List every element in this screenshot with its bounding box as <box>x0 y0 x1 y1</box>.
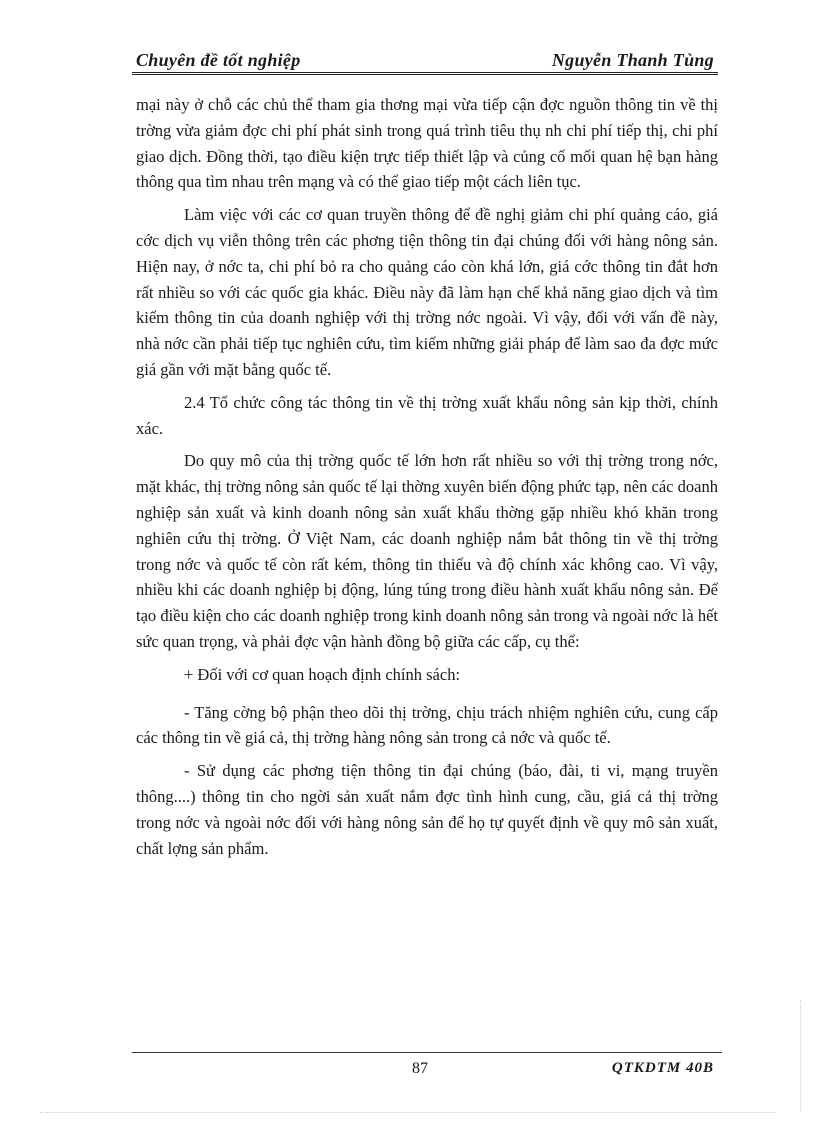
section-heading-2-4: 2.4 Tổ chức công tác thông tin về thị trờng xuất khẩu nông sản kịp thời, chính xác. <box>136 392 718 438</box>
document-body <box>136 92 718 868</box>
list-item-use-mass-media: - Sử dụng các phơng tiện thông tin đại chúng (báo, đài, ti vi, mạng truyền thông....) thông tin cho ngời sản xuất nắm đợc tình hình cung, cầu, giá cả thị trờng trong nớc và ngoài nớc đối với hàng nông sản để họ tự quyết định về quy mô sản xuất, chất lợng sản phẩm. <box>136 761 718 858</box>
page-header <box>132 48 718 74</box>
paragraph-continuation: mại này ở chỗ các chủ thể tham gia thơng mại vừa tiếp cận đợc nguồn thông tin về thị trờng vừa giảm đợc chi phí phát sinh trong quá trình tiêu thụ nh chi phí tiếp thị, chi phí giao dịch. Đồng thời, tạo điều kiện trực tiếp thiết lập và củng cố mối quan hệ bạn hàng thông qua tìm nhau trên mạng và có thể giao tiếp một cách liên tục. <box>136 95 718 192</box>
footer-rule <box>132 1052 722 1053</box>
footer-class-code: QTKDTM 40B <box>611 1060 714 1076</box>
page-number: 87 <box>412 1060 428 1077</box>
paragraph-media-costs: Làm việc với các cơ quan truyền thông để đề nghị giảm chi phí quảng cáo, giá cớc dịch vụ viễn thông trên các phơng tiện thông tin đại chúng đối với hàng nông sản. Hiện nay, ở nớc ta, chi phí bỏ ra cho quảng cáo còn khá lớn, giá cớc thông tin đắt hơn rất nhiều so với các quốc gia khác. Điều này đã làm hạn chế khả năng giao dịch và tìm kiếm thông tin của doanh nghiệp với thị trờng nớc ngoài. Vì vậy, đối với vấn đề này, nhà nớc cần phải tiếp tục nghiên cứu, tìm kiếm những giải pháp để làm sao đa đợc mức giá gần với mặt bằng quốc tế. <box>136 205 718 379</box>
header-author-name: Nguyễn Thanh Tùng <box>551 50 714 70</box>
page-footer <box>132 1052 722 1082</box>
paragraph-market-info: Do quy mô của thị trờng quốc tế lớn hơn rất nhiều so với thị trờng trong nớc, mặt khác, thị trờng nông sản quốc tế lại thờng xuyên biến động phức tạp, nên các doanh nghiệp sản xuất và kinh doanh nông sản xuất khẩu thờng gặp nhiều khó khăn trong nghiên cứu thị trờng. Ở Việt Nam, các doanh nghiệp nắm bắt thông tin về thị trờng trong nớc và quốc tế còn rất kém, thông tin thiếu và độ chính xác không cao. Vì vậy, nhiều khi các doanh nghiệp bị động, lúng túng trong điều hành xuất khẩu nông sản. Để tạo điều kiện cho các doanh nghiệp trong kinh doanh nông sản trong và ngoài nớc là hết sức quan trọng, và phải đợc vận hành đồng bộ giữa các cấp, cụ thể: <box>136 451 718 651</box>
header-thesis-title: Chuyên đề tốt nghiệp <box>136 50 301 70</box>
header-rule <box>132 72 718 75</box>
page-edge-bottom <box>40 1112 776 1113</box>
list-item-strengthen-monitoring: - Tăng cờng bộ phận theo dõi thị trờng, chịu trách nhiệm nghiên cứu, cung cấp các thông tin về giá cả, thị trờng hàng nông sản trong cả nớc và quốc tế. <box>136 702 718 748</box>
page-edge-right <box>800 1000 801 1112</box>
paragraph-policy-bodies: + Đối với cơ quan hoạch định chính sách: <box>184 664 461 684</box>
